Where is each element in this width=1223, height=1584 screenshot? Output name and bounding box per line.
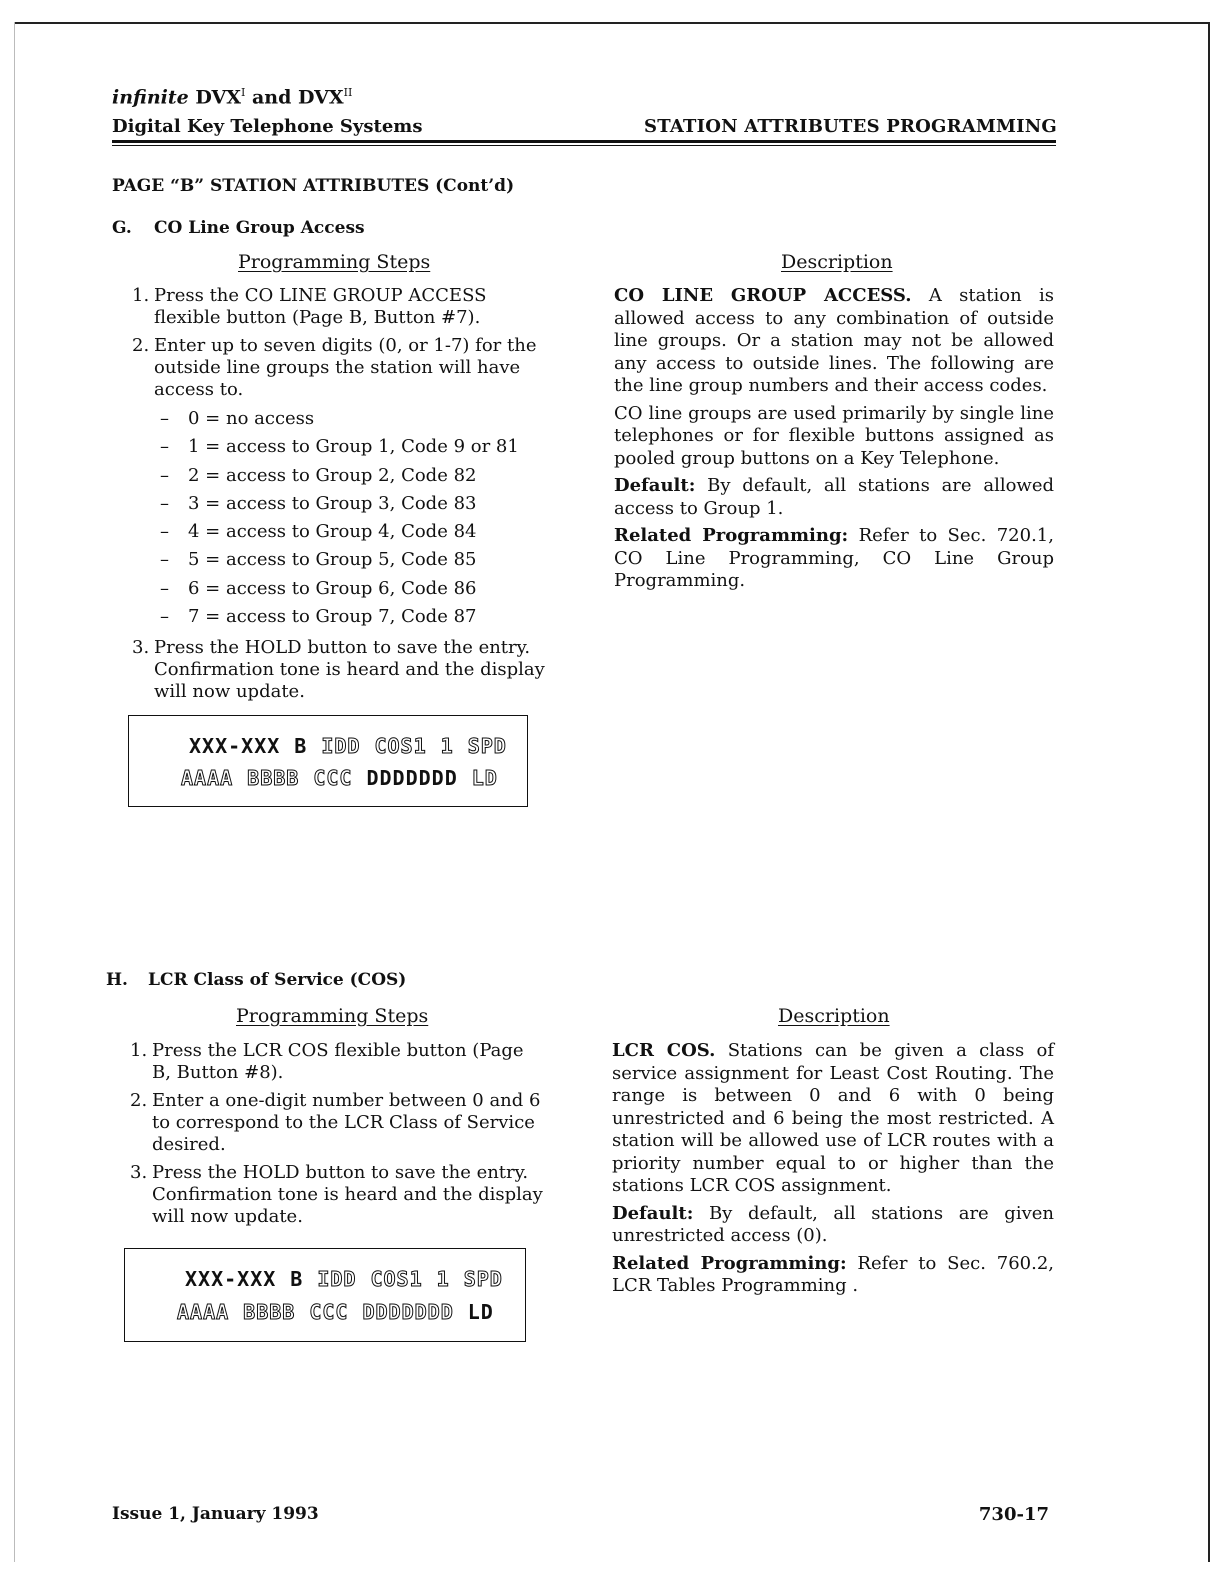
lcd-line-1: XXX-XXX B IDD COS1 1 SPD — [189, 734, 507, 758]
product-superscript-2: II — [343, 86, 353, 99]
section-g-description-heading: Description — [781, 251, 893, 273]
section-g-steps — [132, 285, 548, 709]
section-h-desc-related: Related Programming: Refer to Sec. 760.2, LCR Tables Programming . — [612, 1252, 1054, 1296]
page-border-top — [14, 22, 1210, 24]
section-h-step-1: 1. Press the LCR COS flexible button (Page B, Button #8). — [130, 1040, 524, 1083]
access-code-item: – 6 = access to Group 6, Code 86 — [160, 577, 477, 599]
section-g-desc-intro: CO LINE GROUP ACCESS. A station is allowed access to any combination of outside line groups. Or a station may not be allowed any access to outside lines. The following are the line group numbers and their access codes. — [614, 285, 1054, 396]
section-g-steps-heading: Programming Steps — [238, 251, 431, 273]
section-g-desc-related: Related Programming: Refer to Sec. 720.1, CO Line Programming, CO Line Group Programming. — [614, 525, 1054, 591]
footer-issue: Issue 1, January 1993 — [112, 1504, 319, 1524]
brand-name: infinite — [112, 86, 189, 109]
header-rule-thin — [112, 145, 1056, 146]
section-h-desc-default: Default: By default, all stations are given unrestricted access (0). — [612, 1202, 1054, 1246]
section-h-desc-intro: LCR COS. Stations can be given a class of service assignment for Least Cost Routing. The range is between 0 and 6 with 0 being unrestricted and 6 being the most restricted. A station will be allowed use of LCR routes with a priority number equal to or higher than the stations LCR COS assignment. — [612, 1040, 1054, 1196]
access-code-item: – 1 = access to Group 1, Code 9 or 81 — [160, 436, 519, 458]
section-g-step-1: 1. Press the CO LINE GROUP ACCESS flexible button (Page B, Button #7). — [132, 285, 487, 328]
page-heading: PAGE “B” STATION ATTRIBUTES (Cont’d) — [112, 176, 515, 196]
lcd-line-1: XXX-XXX B IDD COS1 1 SPD — [185, 1267, 503, 1291]
section-g-letter: G. — [112, 218, 132, 238]
access-code-list — [160, 405, 548, 631]
footer-page-number: 730-17 — [978, 1504, 1049, 1525]
access-code-item: – 7 = access to Group 7, Code 87 — [160, 606, 477, 628]
product-line: DVX — [195, 86, 242, 109]
section-g-step-3: 3. Press the HOLD button to save the entry. Confirmation tone is heard and the display will now update. — [132, 637, 545, 703]
section-h-description-heading: Description — [778, 1005, 890, 1027]
header-section-title: STATION ATTRIBUTES PROGRAMMING — [644, 116, 1057, 137]
product-and: and DVX — [252, 86, 344, 109]
section-g-step-2: 2. Enter up to seven digits (0, or 1-7) for the outside line groups the station will have access to. – 0 = no access – 1 = access to Group 1, Code 9 or 81 – 2 = access to Group 2, Code 82 – 3 = access to Group 3, Code 83 – 4 = access to Group 4, Code 84 – 5 = access to Group 5, Code 85 – 6 = access to Group 6, Code 86 – 7 = access to Group 7, Code 87 — [132, 335, 548, 631]
section-h-title-text: LCR Class of Service (COS) — [148, 970, 407, 990]
section-g-title-text: CO Line Group Access — [154, 218, 365, 238]
section-g-desc-usage: CO line groups are used primarily by single line telephones or for flexible buttons assigned as pooled group buttons on a Key Telephone. — [614, 402, 1054, 469]
access-code-item: – 3 = access to Group 3, Code 83 — [160, 492, 477, 514]
product-title — [112, 86, 352, 108]
access-code-item: – 4 = access to Group 4, Code 84 — [160, 521, 477, 543]
section-h-step-2: 2. Enter a one-digit number between 0 and 6 to correspond to the LCR Class of Service desired. — [130, 1090, 541, 1155]
section-g-lcd-display — [128, 715, 528, 807]
section-h-steps-heading: Programming Steps — [236, 1005, 429, 1027]
product-superscript-1: I — [241, 86, 246, 99]
access-code-item: – 5 = access to Group 5, Code 85 — [160, 549, 477, 571]
section-h-lcd-display — [124, 1248, 526, 1342]
section-h-steps — [130, 1040, 546, 1234]
section-g-desc-default: Default: By default, all stations are allowed access to Group 1. — [614, 475, 1054, 519]
header-rule-thick — [112, 140, 1056, 143]
lcd-line-2: AAAA BBBB CCC DDDDDDD LD — [181, 766, 498, 790]
page-border-left — [14, 22, 15, 1562]
page-border-right — [1208, 22, 1210, 1562]
section-g-description — [614, 285, 1054, 598]
section-g-title — [112, 218, 365, 238]
section-h-title — [106, 970, 406, 990]
access-code-item: – 2 = access to Group 2, Code 82 — [160, 464, 477, 486]
access-code-item: – 0 = no access — [160, 408, 315, 429]
header-subtitle: Digital Key Telephone Systems — [112, 116, 423, 137]
section-h-description — [612, 1040, 1054, 1303]
lcd-line-2: AAAA BBBB CCC DDDDDDD LD — [177, 1300, 494, 1324]
section-h-letter: H. — [106, 970, 128, 990]
section-h-step-3: 3. Press the HOLD button to save the entry. Confirmation tone is heard and the display will now update. — [130, 1162, 543, 1227]
